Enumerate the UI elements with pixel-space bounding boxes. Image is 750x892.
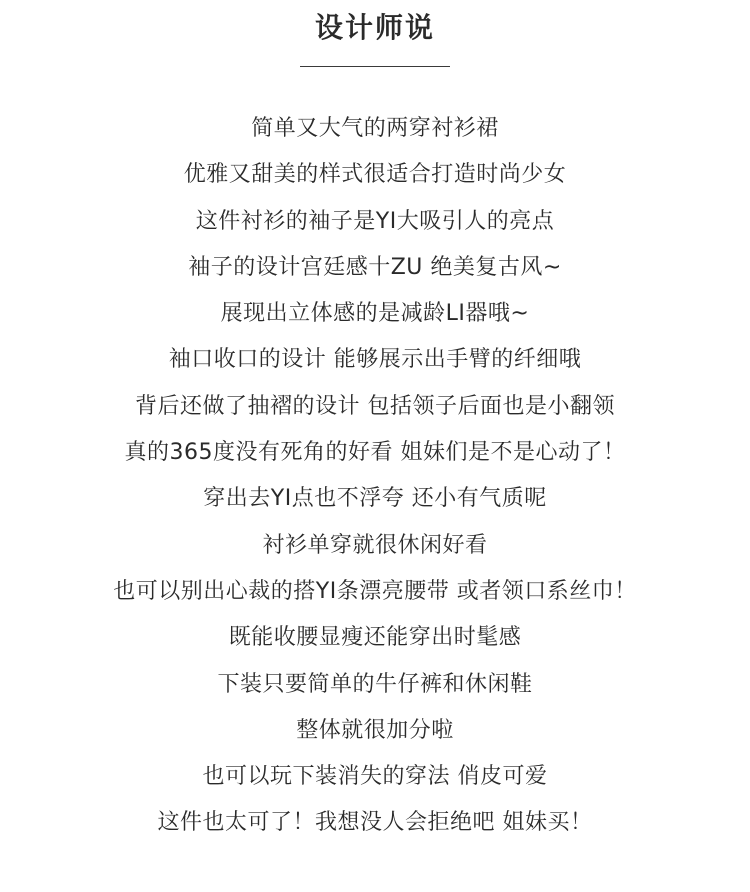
section-title: 设计师说: [314, 11, 435, 44]
description-line: 既能收腰显瘦还能穿出时髦感: [228, 625, 522, 651]
description-line: 这件衬衫的袖子是YI大吸引人的亮点: [195, 208, 555, 234]
description-line: 优雅又甜美的样式很适合打造时尚少女: [183, 162, 567, 188]
description-line: 下装只要简单的牛仔裤和休闲鞋: [217, 671, 533, 697]
description-line: 真的365度没有死角的好看 姐妹们是不是心动了！: [124, 440, 626, 466]
description-line: 也可以玩下装消失的穿法 俏皮可爱: [202, 764, 548, 790]
title-underline: [300, 66, 450, 67]
description-line: 穿出去YI点也不浮夸 还小有气质呢: [203, 486, 547, 512]
description-line: 衬衫单穿就很休闲好看: [262, 532, 488, 558]
description-lines: [0, 106, 750, 847]
description-line: 这件也太可了！我想没人会拒绝吧 姐妹买！: [157, 810, 593, 836]
description-line: 整体就很加分啦: [296, 717, 454, 743]
description-line: 简单又大气的两穿衬衫裙: [251, 116, 499, 141]
description-line: 袖口收口的设计 能够展示出手臂的纤细哦: [168, 347, 582, 373]
description-line: 也可以别出心裁的搭YI条漂亮腰带 或者领口系丝巾！: [113, 578, 637, 604]
description-line: 背后还做了抽褶的设计 包括领子后面也是小翻领: [135, 393, 615, 419]
description-line: 展现出立体感的是减龄LI器哦~: [220, 301, 530, 327]
description-line: 袖子的设计宫廷感十ZU 绝美复古风~: [188, 254, 562, 280]
